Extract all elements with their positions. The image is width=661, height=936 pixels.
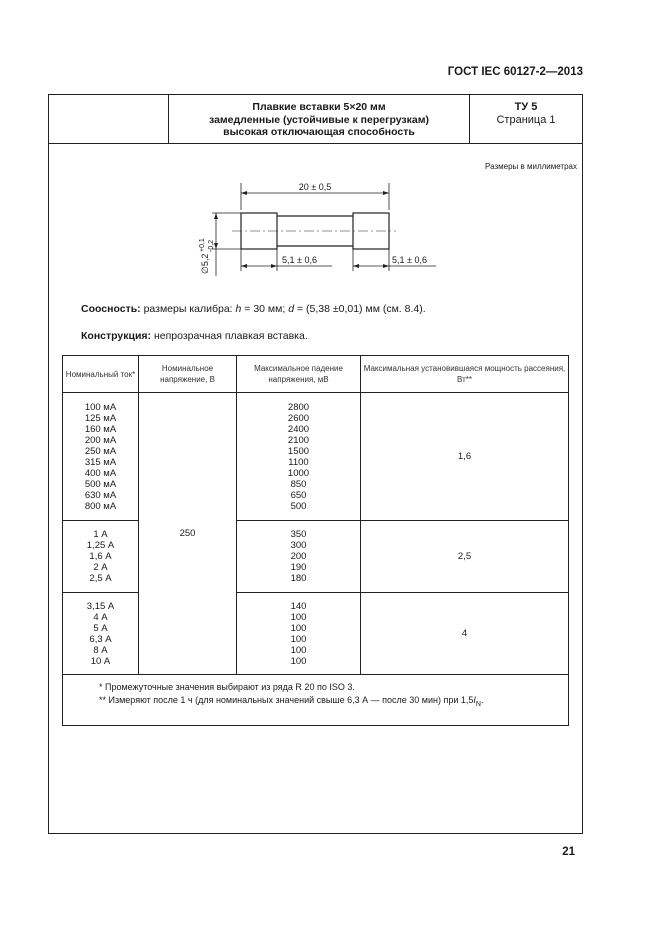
standard-code: ГОСТ IEC 60127-2—2013 (447, 66, 583, 78)
total-length-label: 20 ± 0,5 (298, 182, 332, 192)
current-value: 500 мА (84, 478, 117, 490)
construction-label: Конструкция: (81, 330, 152, 342)
diameter-label: ∅5,2 (200, 253, 210, 274)
col-header-voltage-drop: Максимальное падение напряжения, мВ (237, 356, 361, 393)
current-value: 125 мА (84, 412, 117, 424)
current-value: 1,25 А (86, 540, 115, 551)
current-value: 3,15 А (86, 600, 115, 612)
cap-length-left-label: 5,1 ± 0,6 (282, 255, 317, 265)
current-value: 200 мА (84, 434, 117, 446)
drop-value: 2100 (287, 434, 310, 446)
currents-cell (63, 593, 139, 675)
tolerance-lower: -0,2 (208, 239, 215, 252)
power-cell: 2,5 (361, 521, 569, 593)
table-notes (63, 675, 569, 726)
col-header-current: Номинальный ток* (63, 356, 139, 393)
drop-value: 300 (290, 540, 307, 551)
drops-cell (237, 393, 361, 521)
drop-value: 100 (290, 655, 307, 667)
alignment-label: Соосность: (81, 303, 141, 315)
specs-table (62, 355, 569, 726)
alignment-text: размеры калибра: (140, 303, 236, 315)
power-cell: 4 (361, 593, 569, 675)
tolerance-upper: +0,1 (199, 238, 206, 252)
drop-value: 100 (290, 644, 307, 656)
current-value: 5 А (93, 622, 108, 634)
table-row (63, 593, 569, 675)
footnote-1: * Промежуточные значения выбирают из ряда R 20 по ISO 3. (99, 682, 355, 692)
drop-value: 190 (290, 562, 307, 573)
currents-cell (63, 521, 139, 593)
table-header-row (63, 356, 569, 393)
d-value: = (5,38 ±0,01) мм (см. 8.4). (294, 303, 426, 315)
current-value: 2,5 А (89, 573, 112, 584)
footnote-2: ** Измеряют после 1 ч (для номинальных значений свыше 6,3 А — после 30 мин) при $1,5I_N$. (99, 695, 484, 708)
power-cell: 1,6 (361, 393, 569, 521)
current-value: 10 А (90, 655, 111, 667)
fuse-drawing (180, 178, 440, 278)
current-value: 6,3 А (89, 633, 112, 645)
sheet-header (49, 95, 582, 144)
cap-length-right-label: 5,1 ± 0,6 (392, 255, 427, 265)
var-d: d (288, 303, 295, 315)
current-value: 315 мА (84, 456, 117, 468)
units-note: Размеры в миллиметрах (485, 162, 577, 171)
arrow-icon (383, 191, 389, 195)
drop-value: 100 (290, 622, 307, 634)
table-row (63, 393, 569, 521)
arrow-icon (214, 213, 218, 219)
current-value: 160 мА (84, 423, 117, 435)
drop-value: 200 (290, 551, 307, 562)
title-line: Плавкие вставки 5×20 мм (252, 101, 386, 113)
drop-value: 650 (290, 489, 307, 501)
drop-value: 1000 (287, 467, 310, 479)
drop-value: 1500 (287, 445, 310, 457)
drop-value: 850 (290, 478, 307, 490)
arrow-icon (353, 264, 359, 268)
header-sheet-info (470, 95, 582, 143)
current-value: 800 мА (84, 500, 117, 512)
arrow-icon (271, 264, 277, 268)
current-value: 4 А (93, 611, 108, 623)
sheet-code: ТУ 5 (514, 101, 538, 113)
alignment-paragraph (81, 303, 426, 315)
drop-value: 350 (290, 529, 307, 540)
current-value: 2 А (93, 562, 108, 573)
drop-value: 1100 (288, 456, 309, 468)
h-value: = 30 мм; (241, 303, 289, 315)
drop-value: 2800 (287, 401, 310, 413)
header-title (169, 95, 470, 143)
drops-cell (237, 593, 361, 675)
current-value: 8 А (93, 644, 108, 656)
table-row (63, 521, 569, 593)
drop-value: 100 (290, 611, 307, 623)
page-number: 21 (562, 846, 575, 858)
drop-value: 2400 (287, 423, 310, 435)
drop-value: 2600 (287, 412, 310, 424)
drop-value: 140 (290, 600, 307, 612)
currents-cell (63, 393, 139, 521)
col-header-voltage: Номинальное напряжение, В (139, 356, 237, 393)
arrow-icon (241, 191, 247, 195)
arrow-icon (383, 264, 389, 268)
current-value: 1 А (93, 529, 108, 540)
drops-cell (237, 521, 361, 593)
voltage-cell: 250 (139, 393, 237, 675)
col-header-power: Максимальная установившаяся мощность рассеяния, Вт** (361, 356, 569, 393)
table-notes-row (63, 675, 569, 726)
title-line: замедленные (устойчивые к перегрузкам) (208, 113, 430, 126)
arrow-icon (241, 264, 247, 268)
sheet-page: Страница 1 (496, 114, 556, 126)
current-value: 630 мА (84, 489, 117, 501)
header-blank-cell (49, 95, 169, 143)
construction-text: непрозрачная плавкая вставка. (151, 330, 308, 342)
drop-value: 100 (290, 633, 307, 645)
current-value: 250 мА (84, 445, 117, 457)
drop-value: 500 (290, 500, 307, 512)
var-h: h (235, 303, 242, 315)
current-value: 1,6 А (89, 551, 112, 562)
current-value: 400 мА (84, 467, 117, 479)
construction-paragraph (81, 330, 308, 342)
title-line: высокая отключающая способность (223, 126, 415, 138)
drop-value: 180 (290, 573, 307, 584)
current-value: 100 мА (84, 401, 117, 413)
